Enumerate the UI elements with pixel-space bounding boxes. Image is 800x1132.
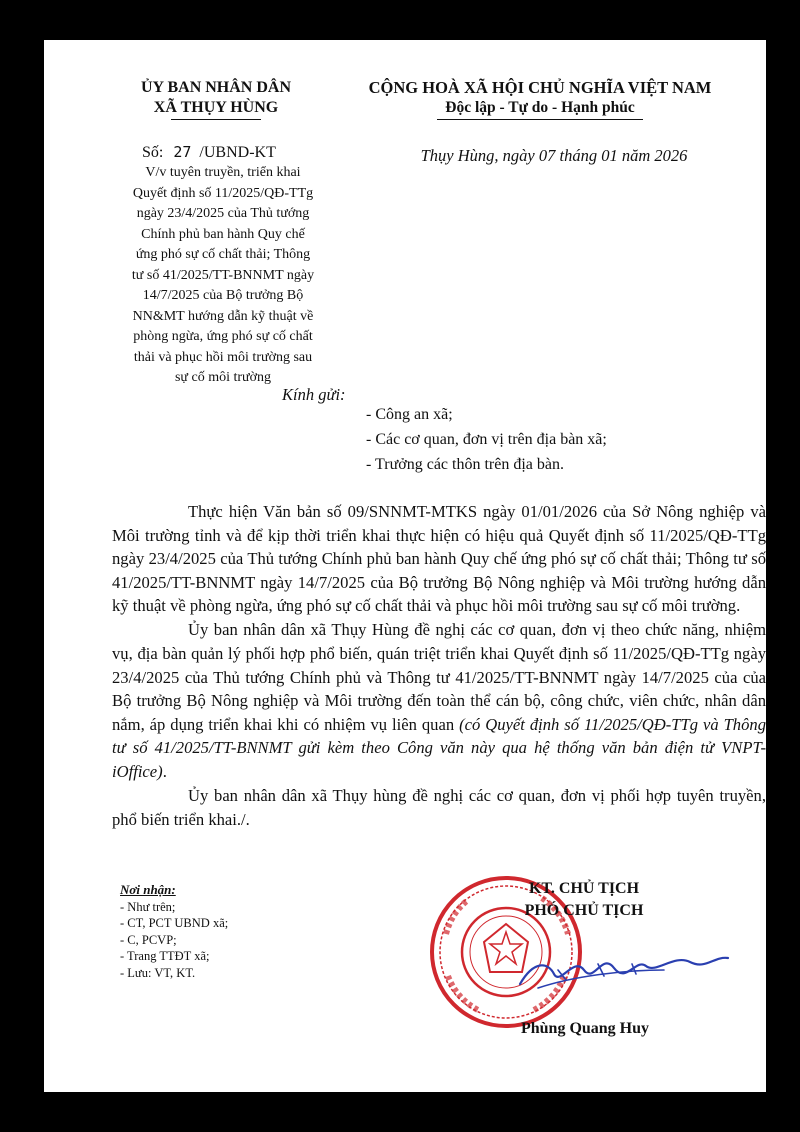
distribution-title: Nơi nhận: (120, 882, 176, 897)
handwritten-signature-icon (514, 940, 734, 1000)
nation-line-2: Độc lập - Tự do - Hạnh phúc (445, 99, 635, 116)
signature-position: PHÓ CHỦ TỊCH (524, 902, 644, 919)
subject-line: NN&MT hướng dẫn kỹ thuật về (132, 308, 314, 324)
doc-number-suffix: /UBND-KT (199, 144, 276, 161)
body-paragraph-2 (112, 618, 766, 783)
org-line-2: XÃ THỤY HÙNG (153, 99, 279, 116)
distribution-list (120, 882, 320, 981)
nation-line-1: CỘNG HOÀ XÃ HỘI CHỦ NGHĨA VIỆT NAM (368, 78, 712, 97)
national-header (340, 78, 740, 120)
signature-block (474, 878, 694, 922)
doc-number-prefix: Số: (142, 144, 164, 161)
distribution-item: - C, PCVP; (120, 932, 177, 947)
recipients-label: Kính gửi: (282, 385, 346, 404)
document-number (142, 142, 276, 163)
issuing-org (116, 78, 316, 120)
body-paragraph-1: Thực hiện Văn bản số 09/SNNMT-MTKS ngày 01/01/2026 của Sở Nông nghiệp và Môi trường tỉnh và để kịp thời triển khai thực hiện có hiệu quả Quyết định số 11/2025/QĐ-TTg ngày 23/4/2025 của Thủ tướng Chính phủ ban hành Quy chế ứng phó sự cố chất thải; Thông tư số 41/2025/TT-BNNMT ngày 14/7/2025 của Bộ trưởng Bộ Nông nghiệp và Môi trường hướng dẫn kỹ thuật về phòng ngừa, ứng phó sự cố chất thải và phục hồi môi trường sau sự cố môi trường. (112, 502, 766, 616)
distribution-item: - Lưu: VT, KT. (120, 965, 196, 980)
org-underline (171, 119, 261, 120)
recipients-list (366, 402, 746, 477)
body-paragraph-2-main: Ủy ban nhân dân xã Thụy Hùng đề nghị các cơ quan, đơn vị theo chức năng, nhiệm vụ, địa bàn quản lý phối hợp phổ biến, quán triệt triển khai Quyết định số 11/2025/QĐ-TTg ngày 23/4/2025 của Thủ tướng Chính phủ và Thông tư 41/2025/TT-BNNMT ngày 14/7/2025 của của Bộ trưởng Bộ Nông nghiệp và Môi trường đến toàn thể cán bộ, công chức, viên chức, nhân dân nắm, áp dụng triển khai khi có nhiệm vụ liên quan (112, 620, 766, 734)
subject-line: tư số 41/2025/TT-BNNMT ngày (131, 267, 315, 283)
body-paragraph-2-attachment-note: (có Quyết định số 11/2025/QĐ-TTg và Thông tư số 41/2025/TT-BNNMT gửi kèm theo Công văn này qua hệ thống văn bản điện tử VNPT-iOffice) (112, 714, 766, 782)
subject-line: V/v tuyên truyền, triển khai (145, 165, 301, 180)
place-date: Thụy Hùng, ngày 07 tháng 01 năm 2026 (420, 146, 688, 165)
subject-line: Quyết định số 11/2025/QĐ-TTg (132, 185, 314, 201)
subject-line: phòng ngừa, ứng phó sự cố chất (133, 329, 313, 344)
distribution-item: - Như trên; (120, 899, 176, 914)
document-subject (110, 163, 336, 389)
body-paragraph-2-end: . (162, 762, 167, 782)
subject-line: ngày 23/4/2025 của Thủ tướng (136, 206, 310, 221)
org-line-1: ỦY BAN NHÂN DÂN (140, 79, 292, 96)
recipient-item: - Các cơ quan, đơn vị trên địa bàn xã; (366, 431, 607, 448)
signer-name: Phùng Quang Huy (520, 1020, 650, 1037)
recipient-item: - Công an xã; (366, 406, 453, 423)
subject-line: thải và phục hồi môi trường sau (133, 349, 313, 365)
subject-line: 14/7/2025 của Bộ trưởng Bộ (142, 288, 304, 303)
distribution-item: - CT, PCT UBND xã; (120, 916, 229, 930)
signature-authority: KT. CHỦ TỊCH (528, 880, 640, 897)
subject-line: ứng phó sự cố chất thải; Thông (135, 247, 311, 262)
subject-line: Chính phủ ban hành Quy chế (141, 226, 305, 242)
document-body (112, 500, 766, 832)
document-page (44, 40, 766, 1092)
body-paragraph-3: Ủy ban nhân dân xã Thụy hùng đề nghị các cơ quan, đơn vị phối hợp tuyên truyền, phổ biến triển khai./. (112, 786, 766, 829)
distribution-item: - Trang TTĐT xã; (120, 949, 210, 963)
doc-number-value: 27 (173, 143, 192, 161)
motto-underline (437, 119, 643, 120)
subject-line: sự cố môi trường (174, 370, 272, 385)
recipient-item: - Trưởng các thôn trên địa bàn. (366, 456, 564, 473)
